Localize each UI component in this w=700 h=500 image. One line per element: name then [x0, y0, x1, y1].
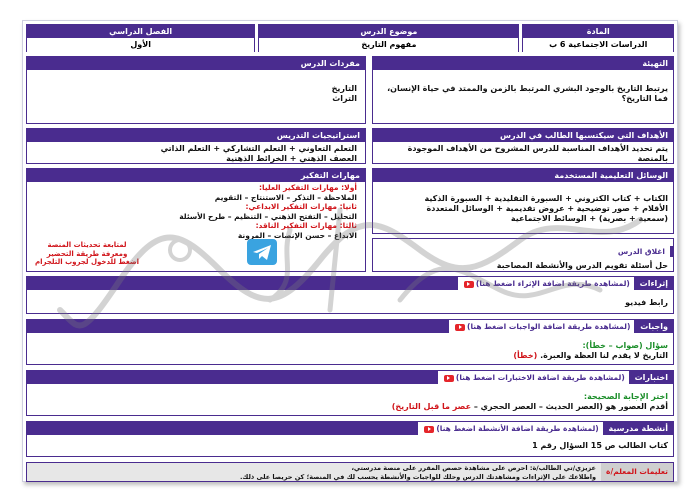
tests-link-label: (لمشاهدة طريقة اضافة الاختبارات اضغط هنا) [455, 373, 625, 382]
thinking-heading: أولا: مهارات التفكير العليا: [259, 183, 357, 192]
tests-content [27, 384, 673, 412]
intro-section [372, 56, 674, 124]
tests-question-label: اختر الإجابة الصحيحة: [583, 392, 668, 401]
telegram-note[interactable] [35, 241, 139, 267]
teacher-notes-section [26, 462, 674, 482]
activities-section [26, 421, 674, 457]
vocab-list [27, 70, 365, 104]
teacher-notes-line: عزيزي/تي الطالب/ة: احرص على مشاهدة حصص المقرر على منصة مدرستي، [351, 464, 596, 472]
homework-question [32, 351, 668, 361]
intro-text: يرتبط التاريخ بالوجود البشري المرتبط بالزمن والممتد في حياة الإنسان، فما التاريخ؟ [387, 84, 668, 103]
teacher-notes-line: واطلاعك على الإثراءات ومشاهدتك الدرس وحلك للواجبات والأنشطة يحسب لك في المنصة؛ كن حريصا على ذلك. [239, 472, 596, 481]
thinking-line: الابداع – حسن الإنصات – المرونة [237, 230, 357, 240]
tests-answer: عصر ما قبل التاريخ) [391, 402, 472, 411]
subject-value: الدراسات الاجتماعية 6 ب [523, 38, 673, 52]
youtube-icon [424, 426, 434, 433]
lesson-info-table [26, 24, 674, 52]
homework-link[interactable] [449, 320, 634, 333]
media-title: الوسائل التعليمية المستخدمة [373, 169, 673, 182]
telegram-icon[interactable] [247, 239, 277, 265]
homework-header [27, 320, 673, 333]
activities-link-label: (لمشاهدة طريقة اضافة الأنشطة اضغط هنا) [436, 424, 599, 433]
topic-cell [258, 24, 519, 52]
activities-title: أنشطة مدرسية [608, 424, 668, 433]
thinking-text [27, 182, 365, 241]
youtube-icon [444, 375, 454, 382]
homework-link-label: (لمشاهدة طريقة اضافة الواجبات اضغط هنا) [467, 322, 631, 331]
tests-section [26, 370, 674, 416]
teacher-notes-text [27, 463, 601, 481]
enrichment-link-label: (لمشاهدة طريقة اضافة الإثراء اضغط هنا) [475, 279, 630, 288]
strategies-text [27, 142, 365, 166]
telegram-note-line: لمتابعة تحديثات المنصة [47, 241, 127, 249]
strategies-line: التعلم التعاوني + التعلم التشاركي + التعلم الذاتي [160, 144, 357, 153]
semester-value: الأول [27, 38, 254, 52]
enrichment-text: رابط فيديو [625, 298, 668, 307]
topic-value: مفهوم التاريخ [259, 38, 518, 52]
objectives-section [372, 128, 674, 164]
strategies-line: العصف الذهني + الخرائط الذهنية [226, 154, 357, 163]
vocab-section [26, 56, 366, 124]
lesson-plan-page [22, 20, 678, 482]
subject-cell [522, 24, 674, 52]
vocab-item: التاريخ [331, 84, 357, 93]
semester-cell [26, 24, 255, 52]
telegram-note-line: اضغط للدخول لجروب التلجرام [35, 258, 140, 266]
thinking-heading: ثانيا: مهارات التفكير الابداعي: [245, 202, 357, 211]
youtube-icon [455, 324, 465, 331]
thinking-line: التحليل – التفتح الذهني – التنظيم – طرح الأسئلة [179, 211, 357, 221]
homework-question-text: التاريخ لا يقدم لنا العظة والعبرة. [540, 351, 668, 360]
homework-title: واجبات [640, 322, 668, 331]
telegram-note-line: ومعرفة طريقة التحضير [46, 249, 128, 258]
tests-question [32, 402, 668, 412]
teacher-notes-label: تعليمات المعلم/ة [601, 463, 673, 481]
tests-link[interactable] [438, 371, 629, 384]
activities-header [27, 422, 673, 435]
youtube-icon [464, 281, 474, 288]
vocab-item: التراث [332, 94, 357, 103]
homework-answer: (خطأ) [513, 351, 538, 360]
semester-header: الفصل الدراسي [27, 25, 254, 38]
activities-link[interactable] [418, 422, 602, 435]
enrichment-link[interactable] [458, 277, 634, 290]
media-section [372, 168, 674, 234]
thinking-heading: ثالثا: مهارات التفكير الناقد: [255, 221, 357, 230]
closing-text: حل أسئلة تقويم الدرس والأنشطة المصاحبة [496, 261, 668, 270]
closing-section [372, 238, 674, 272]
intro-title: التهيئة [373, 57, 673, 70]
closing-title: اغلاق الدرس [613, 246, 673, 257]
media-line: الأقلام + صور توضيحية + عروض تقديمية + الوسائل المتعددة [426, 204, 668, 213]
homework-content [27, 333, 673, 361]
objectives-text: يتم تحديد الأهداف المناسبة للدرس المشروح من الأهداف الموجودة بالمنصة [407, 144, 668, 163]
media-text [373, 182, 673, 224]
subject-header: المادة [523, 25, 673, 38]
enrichment-section [26, 276, 674, 314]
media-line: (سمعية + بصرية) + الوسائط الاجتماعية [510, 214, 668, 223]
objectives-title: الأهداف التي سيكتسبها الطالب في الدرس [373, 129, 673, 142]
media-line: الكتاب + كتاب الكتروني + السبورة التقليدية + السبورة الذكية [424, 194, 668, 203]
thinking-title: مهارات التفكير [27, 169, 365, 182]
tests-title: اختبارات [634, 373, 668, 382]
strategies-section [26, 128, 366, 164]
tests-header [27, 371, 673, 384]
tests-question-text: أقدم العصور هو (العصر الحديث – العصر الحجري – [473, 402, 668, 411]
thinking-section [26, 168, 366, 272]
activities-text: كتاب الطالب ص 15 السؤال رقم 1 [532, 441, 668, 450]
enrichment-header [27, 277, 673, 290]
thinking-line: الملاحظة – التذكر – الاستنتاج – التقويم [214, 192, 357, 202]
homework-section [26, 319, 674, 365]
vocab-title: مفردات الدرس [27, 57, 365, 70]
enrichment-title: إثراءات [639, 279, 668, 288]
strategies-title: استراتيجيات التدريس [27, 129, 365, 142]
homework-question-label: سؤال (صواب – خطأ): [582, 341, 668, 350]
topic-header: موضوع الدرس [259, 25, 518, 38]
